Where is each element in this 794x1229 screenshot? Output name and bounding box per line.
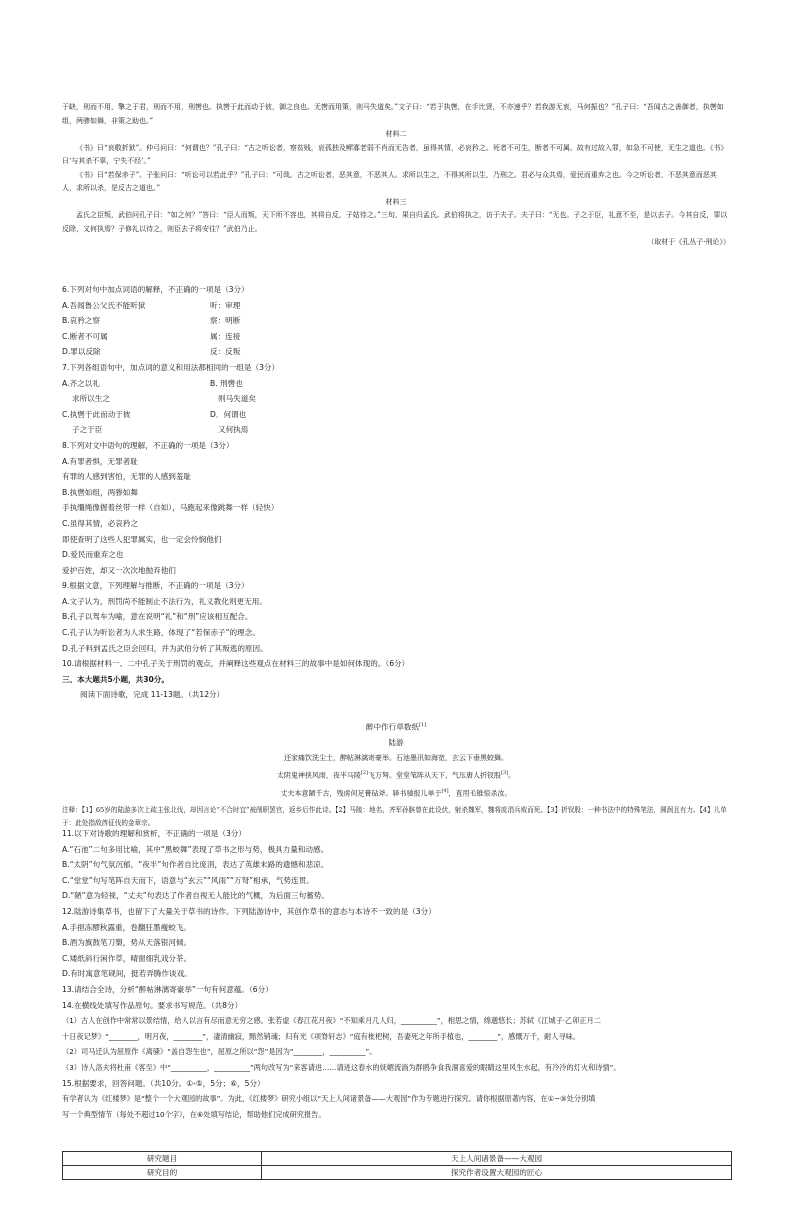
poem-line-3-part: ，直用毛锥惊杀汝。 bbox=[448, 789, 512, 798]
material-2-title: 材料二 bbox=[385, 130, 407, 138]
q14-item-1: （1）古人在创作中常常以景结情，给人以言有尽而意无穷之感。张若虚《春江花月夜》“不知乘月几人归，__________”，相思之情，绵邈悠长；苏轼《江城子·乙卯正月二 bbox=[62, 1016, 601, 1026]
q7-c-line-1: C.执辔于此而动于彼 bbox=[62, 409, 131, 419]
table-value-cell: 探究作者设置大观园的匠心 bbox=[262, 1166, 732, 1180]
q11-option: C.“堂堂”句写笔阵自天而下，语意与“玄云”“风雨”“万弩”相承，气势连贯。 bbox=[62, 875, 314, 885]
material-2-para-1: 《书》曰“哀敬折狱”。仲弓问曰：“何谓也？”孔子曰：“古之听讼者，察贫贱，哀孤独及鳏寡老弱不肖而无告者，虽得其情，必哀矜之。死者不可生，断者不可属。故有过故入罪，如急不可使，无生之道也。《书》曰‘与其杀不辜，宁失不经’。” bbox=[62, 143, 728, 165]
q6-option-text: C.断者不可属 bbox=[62, 331, 108, 341]
table-value-cell: 天上人间诸景备——大观园 bbox=[262, 1152, 732, 1166]
poem-note-mark: [4] bbox=[441, 788, 449, 795]
q11-option: A.“石池”二句多用比喻，其中“黑蛟舞”表现了草书之形与势，极具力量和动感。 bbox=[62, 844, 329, 854]
q8-line: 即使查明了这些人犯罪属实，也一定会怜悯他们 bbox=[62, 534, 222, 544]
poem-line-1: 还家痛饮洗尘土，醉帖淋漓寄豪举。石池墨汛如海宽，玄云下垂黑蛟舞。 bbox=[284, 753, 508, 762]
questions-11-15 bbox=[62, 826, 730, 1122]
q7-row-cd-2 bbox=[62, 422, 730, 438]
poem-line-3-part: 丈夫本意陋千古，残虏何足膏砧斧。驿书驰报儿单于 bbox=[280, 789, 442, 798]
q12-option: C.矮纸斜行闲作草，晴窗细乳戏分茶。 bbox=[62, 953, 192, 963]
q11-option: D.“陋”意为轻视，“丈夫”句表达了作者自视无人能比的气概，为后面三句蓄势。 bbox=[62, 891, 329, 901]
research-report-table bbox=[62, 1151, 732, 1180]
q8-line: D.爱民而重弃之也 bbox=[62, 550, 124, 560]
poem-line-3 bbox=[62, 784, 730, 802]
material-3-para-1: 孟氏之臣叛，武伯问孔子曰：“如之何？”答曰：“臣人而叛，天下所不容也，其将自反，子姑待之。”三旬，果自归孟氏。武伯将执之，访于夫子。夫子曰：“无也。子之于臣，礼意不至，是以去子。今其自反，罪以反除，又何执焉？子修礼以待之，则臣去子将安往？”武伯乃止。 bbox=[62, 211, 728, 233]
q6-option-text: D.罪以反除 bbox=[62, 347, 101, 357]
q9-option: C.孔子认为听讼者为人求生路，体现了“若保赤子”的理念。 bbox=[62, 628, 260, 638]
poem-note-mark: [2] bbox=[360, 770, 368, 777]
q8-line: 有罪的人感到害怕，无罪的人感到羞耻 bbox=[62, 472, 192, 482]
poem-line-2-part: 飞万弩。堂堂笔阵从天下，气压唐人折钗股 bbox=[368, 771, 501, 780]
q12-option: B.酒为旗鼓笔刀槊，势从天落银河倾。 bbox=[62, 938, 192, 948]
poem-line-2-part: 太阴鬼神挟风雨，夜半马陵 bbox=[276, 771, 361, 780]
q6-option-gloss: 察：明断 bbox=[210, 316, 241, 326]
q7-row-cd-1 bbox=[62, 407, 730, 423]
q9-option: A.文子认为，刑罚尚不能制止不法行为，礼义教化则更无用。 bbox=[62, 596, 267, 606]
q6-option-a bbox=[62, 298, 730, 314]
q12-option: D.有时寓意笔砚间，挺若弄腾作谈戏。 bbox=[62, 969, 192, 979]
q15-instructions-cont: 写一个典型情节（每处不超过10个字），在⑥处填写结论，帮助他们完成研究报告。 bbox=[62, 1109, 326, 1119]
q7-row-ab-1 bbox=[62, 376, 730, 392]
poem-title-text: 醉中作行草数纸 bbox=[365, 722, 420, 732]
q8-line: C.虽得其情，必哀矜之 bbox=[62, 518, 139, 528]
q15-stem: 15.根据要求，回答问题。（共10分。①-⑤，5分；⑥，5分） bbox=[62, 1078, 265, 1088]
material-2-para-2: 《书》曰“若保赤子”。子张问曰：“听讼可以若此乎？”孔子曰：“可哉。古之听讼者，恶其意，不恶其人。求所以生之，不得其所以生，乃刑之。君必与众共焉，爱民而重弃之也。今之听讼者，不恶其意而恶其人，求所以杀，是反古之道也。” bbox=[62, 170, 717, 192]
q8-line: 手执缰绳像握着丝带一样（自如），马跑起来像跳舞一样（轻快） bbox=[62, 503, 279, 513]
q6-option-text: A.吾闻鲁公父氏不能听狱 bbox=[62, 300, 146, 310]
q14-stem: 14.在横线处填写作品原句。要求书写规范。（共8分） bbox=[62, 1000, 243, 1010]
q7-c-line-2: 子之于臣 bbox=[72, 425, 103, 435]
poem-title-note-mark: [1] bbox=[419, 722, 427, 728]
poem-author: 陆游 bbox=[388, 738, 404, 748]
poem-line-2 bbox=[62, 766, 730, 784]
q6-option-d bbox=[62, 344, 730, 360]
q14-item-3: （3）诗人洛夫将杜甫《客至》中“__________，__________”两句改写为“来客请进……请进这春水的妩媚流淌为群鸥争食我涸喜爱的眼睛这里风生水起，有冷冷的灯火和诗情”。 bbox=[62, 1062, 621, 1072]
poem-intro: 阅读下面诗歌，完成 11-13题。（共12分） bbox=[80, 690, 225, 700]
q6-option-text: B.哀矜之察 bbox=[62, 316, 100, 326]
q6-option-b bbox=[62, 313, 730, 329]
questions-6-10 bbox=[62, 282, 730, 703]
q11-option: B.“太阴”句气氛沉郁，“夜半”句作者自比庞涓，表达了英雄末路的遗憾和悲凉。 bbox=[62, 860, 329, 870]
q7-row-ab-2 bbox=[62, 391, 730, 407]
q12-stem: 12.陆游诗集草书，也留下了大量关于草书的诗作。下列陆游诗中，其创作草书的意态与本诗不一致的是（3分） bbox=[62, 906, 436, 916]
material-3-title: 材料三 bbox=[385, 197, 407, 206]
q6-stem: 6.下列对句中加点词语的解释，不正确的一项是（3分） bbox=[62, 285, 249, 294]
q11-stem: 11.以下对诗歌的理解和赏析，不正确的一项是（3分） bbox=[62, 829, 246, 838]
passage-para-1: 于缺，刑而不用，擎之于君，刑而不用，刑辔也。执辔于此而动于彼，御之良也。无辔而用策，则马失道矣。”文子曰：“若于执辔，在手比贤，不亦速乎？若我游无衷，马何振也？”孔子曰：“吾闻古之善御者，执辔如组，两骖如舞，非策之助也。” bbox=[62, 103, 724, 125]
q6-option-gloss: 属：连接 bbox=[210, 331, 241, 341]
poem-title bbox=[62, 718, 730, 735]
q10-stem: 10.请根据材料一、二中孔子关于刑罚的观点，并阐释这些观点在材料三的故事中是如何体现的。（6分） bbox=[62, 659, 410, 669]
q8-line: B.执辔如组，两骖如舞 bbox=[62, 487, 138, 497]
table-key-cell: 研究目的 bbox=[63, 1166, 262, 1180]
q13-stem: 13.请结合全诗，分析“醉帖淋漓寄豪举”一句有何意蕴。（6分） bbox=[62, 984, 273, 994]
q8-line: 爱护百姓，却又一次次地抛弃他们 bbox=[62, 565, 176, 575]
q9-stem: 9.根据文意，下列理解与推断，不正确的一项是（3分） bbox=[62, 581, 249, 591]
q12-option: A.手挹冻醪秋露重，卷翻狂墨瘦蛟飞。 bbox=[62, 922, 191, 932]
q9-option: D.孔子料到孟氏之臣会回归，并为武伯分析了其叛逃的原因。 bbox=[62, 643, 268, 653]
q8-line: A.有罪者惧，无罪者耻 bbox=[62, 456, 138, 466]
poem-block bbox=[62, 718, 730, 830]
q7-d-line-1: D．何谓也 bbox=[210, 409, 247, 419]
q14-item-2: （2）司马迁认为屈原作《离骚》“盖自怨生也”，屈原之所以“怨”是因为“________，__________”。 bbox=[62, 1047, 377, 1057]
table-key-cell: 研究题目 bbox=[63, 1152, 262, 1166]
q7-b-line-1: B. 刑辔也 bbox=[210, 378, 243, 388]
q9-option: B.孔子以驾车为喻，意在说明“礼”和“刑”应该相互配合。 bbox=[62, 612, 253, 622]
q7-d-line-2: 又何执焉 bbox=[218, 425, 249, 435]
table-row bbox=[63, 1166, 732, 1180]
table-row bbox=[63, 1152, 732, 1166]
q7-a-line-1: A.齐之以礼 bbox=[62, 378, 100, 388]
q7-b-line-2: 则马失道矣 bbox=[218, 394, 256, 404]
q6-option-c bbox=[62, 329, 730, 345]
q14-item-1-cont: 十日夜记梦》“________，明月夜，________”，凄清幽寂，黯然销魂；归有光《项脊轩志》“庭有枇杷树，吾妻死之年所手植也，________”，感慨万千，耐人寻味。 bbox=[62, 1031, 581, 1041]
q15-instructions: 有学者认为《红楼梦》是“整个一个大观园的故事”。为此，《红楼梦》研究小组以“天上人间诸景备——大观园”作为专题进行探究。请你根据原著内容，在①~⑤处分别填 bbox=[62, 1094, 596, 1104]
q6-option-gloss: 听：审理 bbox=[210, 300, 241, 310]
q7-stem: 7.下列各组语句中，加点词的意义和用法都相同的一组是（3分） bbox=[62, 362, 280, 372]
poem-line-2-part: 。 bbox=[508, 771, 516, 780]
poem-notes: 注释：【1】65岁的陆游多次上疏主张北伐，却因言论“不合时宜”被削职罢官，返乡后作此诗。【2】马陵：地名，齐军孙膑曾在此设伏，射杀魏军，魏将庞涓兵败而死。【3】折钗股：一种书法中的特殊笔法，圆润且有力。【4】儿单于：此处指敌酋征伐的金章宗。 bbox=[62, 806, 727, 828]
q7-a-line-2: 求所以生之 bbox=[72, 394, 110, 404]
q8-stem: 8.下列对文中语句的理解，不正确的一项是（3分） bbox=[62, 440, 234, 450]
section-3-heading: 三、本大题共5小题，共30分。 bbox=[62, 674, 169, 684]
classical-passage bbox=[62, 101, 730, 250]
q6-option-gloss: 反：反叛 bbox=[210, 347, 241, 357]
poem-note-mark: [3] bbox=[501, 770, 509, 777]
passage-source: （取材于《孔丛子·刑论》） bbox=[647, 238, 730, 246]
